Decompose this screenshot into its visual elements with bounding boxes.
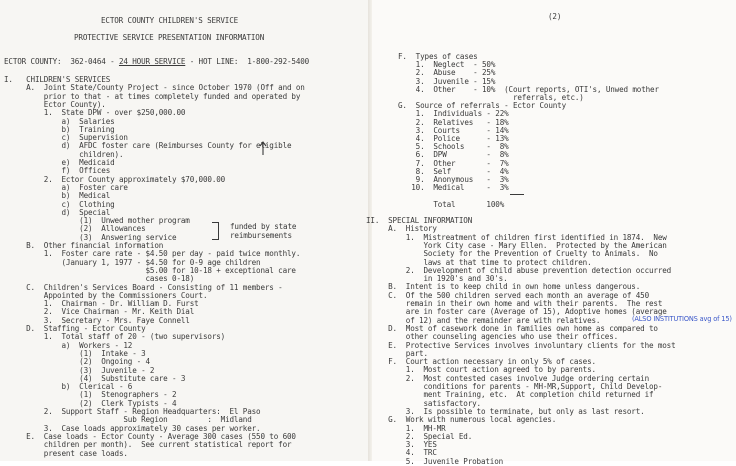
right-bottom-line: satisfactory. — [366, 398, 481, 408]
left-outline-line: Sub Region : Midland — [4, 415, 252, 425]
right-bottom-line: II. SPECIAL INFORMATION — [366, 216, 473, 225]
hotline-prefix: ECTOR COUNTY: 362-0464 - — [4, 57, 119, 66]
left-outline-line: e) Medicaid — [4, 158, 115, 167]
right-bottom-line: F. Court action necessary in only 5% of cases. — [366, 357, 596, 367]
right-bottom-line: in 1920's and 30's. — [366, 274, 508, 284]
page-number: (2) — [548, 12, 562, 21]
left-outline-line: prior to that - at times completely funded and operated by — [4, 91, 301, 101]
right-bottom-line: part. — [366, 348, 428, 358]
left-outline-line: b) Clerical - 6 — [4, 382, 133, 392]
right-top-line: 9. Anonymous - 3% — [398, 175, 509, 184]
page-subheader: PROTECTIVE SERVICE PRESENTATION INFORMATION — [74, 33, 265, 42]
right-top-line: 5. Schools - 8% — [398, 142, 509, 152]
left-outline-line: (2) Clerk Typists - 4 — [4, 398, 177, 408]
left-outline-line: (3) Juvenile - 2 — [4, 365, 155, 375]
right-bottom-line: 2. Special Ed. — [366, 431, 473, 441]
left-outline-line: (1) Intake - 3 — [4, 348, 146, 358]
left-outline-line: $5.00 for 10-18 + exceptional care — [4, 265, 296, 275]
right-bottom-line: other counseling agencies who use their offices. — [366, 332, 619, 342]
left-outline-line: (2) Ongoing - 4 — [4, 357, 150, 367]
right-top-line: G. Source of referrals - Ector County — [398, 101, 567, 111]
left-outline-line: 3. Secretary - Mrs. Faye Connell — [4, 315, 190, 325]
left-outline-line: a) Foster care — [4, 182, 128, 192]
left-outline-line: C. Children's Services Board - Consisting of 11 members - — [4, 282, 283, 292]
left-outline-line: (4) Substitute care - 3 — [4, 373, 186, 383]
right-top-line: 1. Neglect - 50% — [398, 60, 496, 70]
left-outline-line: cases 0-18) — [4, 274, 195, 284]
right-top-line: 2. Relatives - 18% — [398, 117, 509, 127]
right-bottom-line: 3. YES — [366, 440, 437, 450]
right-bottom-line: B. Intent is to keep child in own home unless dangerous. — [366, 282, 641, 292]
left-outline-line: Ector County). — [4, 99, 106, 109]
right-top-line: 4. Other - 10% (Court reports, OTI's, Unwed mother — [398, 84, 659, 94]
right-bottom-line: 4. TRC — [366, 448, 437, 458]
right-top-line: 3. Juvenile - 15% — [398, 76, 496, 86]
handwritten-note: (ALSO INSTITUTIONS avg of 15) — [632, 315, 732, 323]
bracket-note-line1: funded by state — [230, 222, 297, 231]
right-bottom-line: 3. Is possible to terminate, but only as last resort. — [366, 406, 645, 416]
left-outline-line: (2) Allowances — [4, 224, 146, 234]
page-header: ECTOR COUNTY CHILDREN'S SERVICE — [101, 16, 239, 25]
left-outline-line: 2. Support Staff - Region Headquarters: El Paso — [4, 407, 261, 416]
right-bottom-line: of 12) and the remainder are with relatives. — [366, 315, 601, 325]
left-outline-line: I. CHILDREN'S SERVICES — [4, 75, 111, 84]
left-outline-line: (1) Unwed mother program — [4, 216, 190, 226]
left-outline-line: a) Salaries — [4, 116, 115, 126]
right-bottom-line: York City case - Mary Ellen. Protected by the American — [366, 240, 667, 250]
right-bottom-line: conditions for parents - MH-MR,Support, Child Develop- — [366, 382, 663, 391]
left-outline-line: 2. Ector County approximately $70,000.00 — [4, 174, 226, 184]
right-bottom-line: Society for the Prevention of Cruelty to Animals. No — [366, 249, 658, 259]
arrow-icon — [258, 140, 268, 156]
right-top-line: F. Types of cases — [398, 52, 478, 61]
right-top-line: 4. Police - 13% — [398, 134, 509, 143]
left-outline-line: b) Training — [4, 124, 115, 134]
funding-bracket — [212, 222, 219, 240]
left-outline-line: children per month). See current statistical report for — [4, 440, 292, 450]
right-bottom-line: 1. Mistreatment of children first identified in 1874. New — [366, 232, 667, 242]
left-outline-line: 3. Case loads approximately 30 cases per worker. — [4, 423, 261, 433]
left-outline-line: present case loads. — [4, 448, 128, 458]
left-outline-line: f) Offices — [4, 166, 111, 176]
right-bottom-line: laws at that time to protect children. — [366, 257, 592, 267]
left-outline-line: 1. Total staff of 20 - (two supervisors) — [4, 332, 226, 342]
right-bottom-line: 1. MH-MR — [366, 423, 446, 433]
left-outline-line: Appointed by the Commissioners Court. — [4, 290, 208, 300]
left-outline-line: 1. State DPW - over $250,000.00 — [4, 108, 186, 118]
left-outline-line: 2. Vice Chairman - Mr. Keith Dial — [4, 307, 195, 317]
right-bottom-line: 5. Juvenile Probation — [366, 456, 504, 466]
right-bottom-line: remain in their own home and with their parents. The rest — [366, 299, 663, 308]
right-top-line: 2. Abuse - 25% — [398, 68, 496, 78]
right-bottom-line: ment Training, etc. At completion child returned if — [366, 390, 654, 400]
right-top-line: 7. Other - 7% — [398, 158, 509, 168]
left-outline-line: B. Other financial information — [4, 241, 164, 250]
right-top-line: 8. Self - 4% — [398, 166, 509, 176]
left-outline-line: A. Joint State/County Project - since October 1970 (Off and on — [4, 83, 305, 93]
right-bottom-line: A. History — [366, 224, 437, 234]
left-outline-line: a) Workers - 12 — [4, 340, 133, 350]
left-outline-line: 1. Foster care rate - $4.50 per day - paid twice monthly. — [4, 249, 301, 259]
right-top-line: 3. Courts - 14% — [398, 125, 509, 135]
left-outline-line: c) Clothing — [4, 199, 115, 209]
left-outline-line: b) Medical — [4, 191, 111, 201]
right-bottom-line: C. Of the 500 children served each month an average of 450 — [366, 290, 649, 300]
right-bottom-line: are in foster care (Average of 15), Adoptive homes (average — [366, 307, 667, 317]
left-outline-line: children). — [4, 149, 124, 159]
right-top-line: referrals, etc.) — [398, 93, 584, 102]
hotline-line — [4, 57, 309, 66]
right-top-line: 6. DPW - 8% — [398, 150, 509, 160]
right-bottom-line: 1. Most court action agreed to by parents. — [366, 365, 596, 375]
left-outline-line: (1) Stenographers - 2 — [4, 390, 177, 400]
right-bottom-line: G. Work with numerous local agencies. — [366, 415, 557, 425]
right-bottom-line: 2. Most contested cases involve Judge ordering certain — [366, 373, 649, 383]
right-top-line: 10. Medical - 3% — [398, 183, 509, 193]
right-bottom-line: E. Protective Services involves involuntary clients for the most — [366, 340, 676, 350]
left-outline-line: d) AFDC foster care (Reimburses County for eligible — [4, 141, 292, 151]
left-outline-line: (3) Answering service — [4, 232, 177, 242]
left-outline-line: c) Supervision — [4, 133, 128, 143]
left-outline-line: D. Staffing - Ector County — [4, 324, 146, 333]
left-outline-line: 1. Chairman - Dr. William D. Furst — [4, 299, 199, 309]
left-outline-line: d) Special — [4, 207, 111, 217]
left-outline-line: E. Case loads - Ector County - Average 300 cases (550 to 600 — [4, 431, 296, 441]
right-bottom-line: D. Most of casework done in families own home as compared to — [366, 323, 658, 333]
right-top-line: 1. Individuals - 22% — [398, 109, 509, 119]
left-outline-line: (January 1, 1977 - $4.50 for 0-9 age children — [4, 257, 261, 267]
total-underline — [510, 194, 524, 195]
hotline-suffix: - HOT LINE: 1-800-292-5400 — [185, 57, 310, 66]
hotline-service: 24 HOUR SERVICE — [118, 57, 186, 66]
right-bottom-line: 2. Development of child abuse prevention detection occurred — [366, 265, 672, 275]
right-top-line: Total 100% — [398, 199, 505, 209]
bracket-note-line2: reimbursements — [230, 231, 292, 240]
